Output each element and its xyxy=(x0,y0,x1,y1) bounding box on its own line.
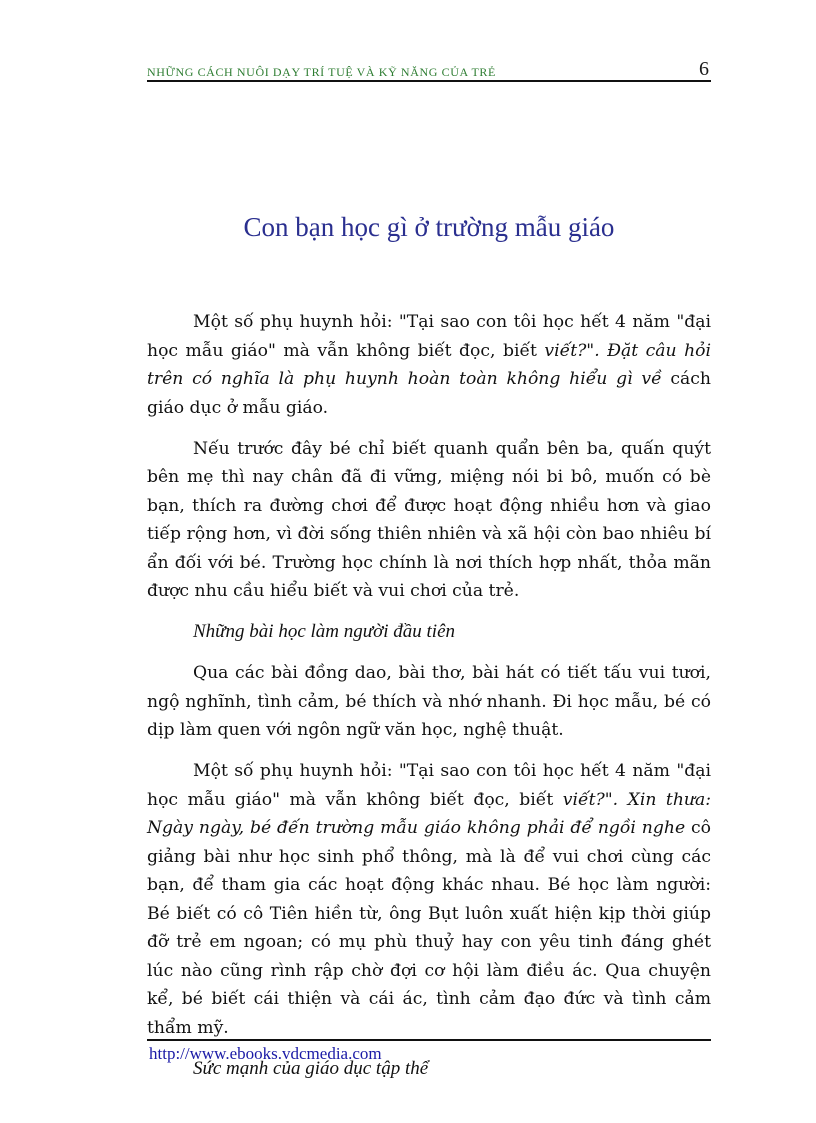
section-subheading: Những bài học làm người đầu tiên xyxy=(193,621,456,642)
paragraph: Nếu trước đây bé chỉ biết quanh quẩn bên ba, quấn quýt bên mẹ thì nay chân đã đi vững, miệng nói bi bô, muốn có bè bạn, thích ra đường chơi để được hoạt động nhiều hơn và giao tiếp rộng hơn, vì đời sống thiên nhiên và xã hội còn bao nhiêu bí ẩn đối với bé. Trường học chính là nơi thích hợp nhất, thỏa mãn được nhu cầu hiểu biết và vui chơi của trẻ. xyxy=(147,438,711,601)
page-number: 6 xyxy=(699,58,709,80)
footer-website-link[interactable]: http://www.ebooks.vdcmedia.com xyxy=(149,1044,382,1063)
paragraph xyxy=(147,757,711,1042)
paragraph-text: cách giáo dục ở mẫu giáo. xyxy=(147,369,711,418)
chapter-title: Con bạn học gì ở trường mẫu giáo xyxy=(243,212,615,242)
paragraph-italic-text: viết?". Đặt câu hỏi trên có nghĩa là phụ huynh hoàn toàn không hiểu gì về xyxy=(147,340,711,389)
section-subheading: Sức mạnh của giáo dục tập thể xyxy=(193,1057,429,1079)
body-text xyxy=(147,308,711,1096)
paragraph-text: Một số phụ huynh hỏi: "Tại sao con tôi học hết 4 năm "đại học mẫu giáo" mà vẫn không biết đọc, biết xyxy=(147,312,711,361)
paragraph: Qua các bài đồng dao, bài thơ, bài hát có tiết tấu vui tươi, ngộ nghĩnh, tình cảm, bé thích và nhớ nhanh. Đi học mẫu, bé có dịp làm quen với ngôn ngữ văn học, nghệ thuật. xyxy=(147,663,711,740)
paragraph-text: cô giảng bài như học sinh phổ thông, mà là để vui chơi cùng các bạn, để tham gia các hoạt động khác nhau. Bé học làm người: Bé biết có cô Tiên hiền từ, ông Bụt luôn xuất hiện kịp thời giúp đỡ trẻ em ngoan; có mụ phù thuỷ hay con yêu tinh đáng ghét lúc nào cũng rình rập chờ đợi cơ hội làm điều ác. Qua chuyện kể, bé biết cái thiện và cái ác, tình cảm đạo đức và tình cảm thẩm mỹ. xyxy=(147,818,711,1038)
footer-divider xyxy=(147,1039,711,1041)
header-divider xyxy=(147,80,711,82)
book-title: NHỮNG CÁCH NUÔI DẠY TRÍ TUỆ VÀ KỸ NĂNG CỦA TRẺ xyxy=(147,65,496,79)
paragraph xyxy=(147,308,711,422)
paragraph-italic-text: viết?". Xin thưa: Ngày ngày, bé đến trường mẫu giáo không phải để ngồi nghe xyxy=(147,789,711,838)
paragraph-text: Một số phụ huynh hỏi: "Tại sao con tôi học hết 4 năm "đại học mẫu giáo" mà vẫn không biết đọc, biết xyxy=(147,761,711,810)
running-header xyxy=(147,58,711,82)
